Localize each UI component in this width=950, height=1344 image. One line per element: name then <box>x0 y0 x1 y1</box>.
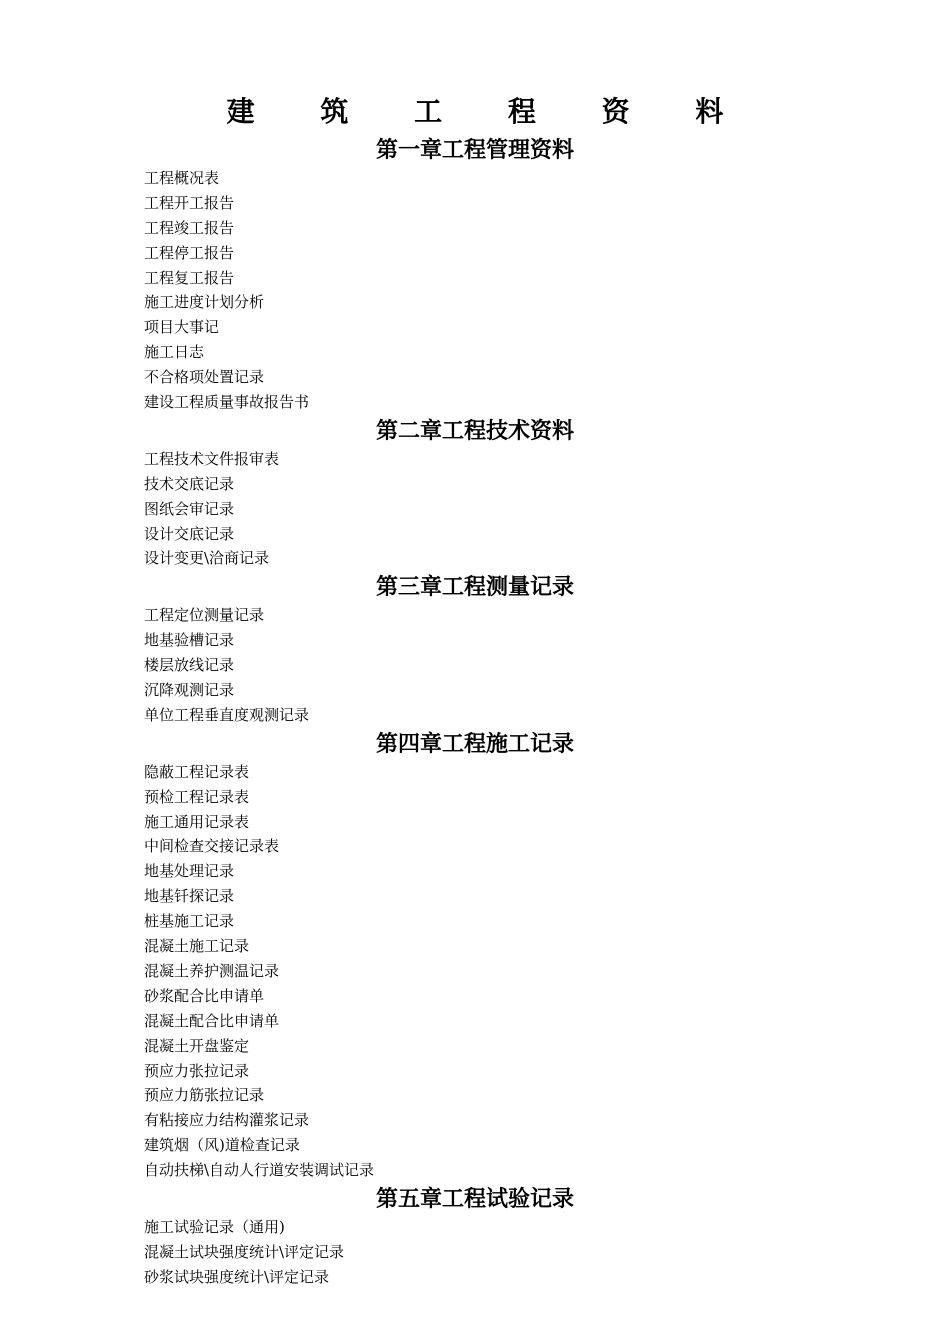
list-item: 混凝土试块强度统计\评定记录 <box>144 1242 345 1261</box>
list-item: 工程复工报告 <box>144 268 235 287</box>
list-item: 设计交底记录 <box>144 524 235 543</box>
list-item: 图纸会审记录 <box>144 499 235 518</box>
chapter-title: 第一章工程管理资料 <box>375 137 574 163</box>
list-item: 设计变更\洽商记录 <box>144 549 270 568</box>
chapter-5 <box>144 1183 806 1290</box>
chapter-3 <box>144 571 806 727</box>
document-title: 建 筑 工 程 资 料 <box>226 95 752 128</box>
chapter-title: 第五章工程试验记录 <box>375 1185 574 1212</box>
chapter-title: 第二章工程技术资料 <box>375 417 574 444</box>
list-item: 单位工程垂直度观测记录 <box>144 705 310 724</box>
list-item: 沉降观测记录 <box>144 681 235 700</box>
list-item: 混凝土施工记录 <box>144 937 250 956</box>
list-item: 地基钎探记录 <box>144 887 235 906</box>
document-content <box>144 134 806 1290</box>
list-item: 有粘接应力结构灌浆记录 <box>144 1111 310 1130</box>
chapter-1 <box>144 134 806 415</box>
list-item: 工程开工报告 <box>144 193 235 212</box>
chapter-title: 第三章工程测量记录 <box>375 574 574 601</box>
chapter-item-list <box>144 447 806 571</box>
list-item: 施工试验记录（通用) <box>144 1217 285 1236</box>
list-item: 施工日志 <box>144 343 205 362</box>
list-item: 工程概况表 <box>144 169 220 187</box>
chapter-4 <box>144 728 806 1183</box>
list-item: 砂浆试块强度统计\评定记录 <box>144 1267 330 1286</box>
list-item: 工程停工报告 <box>144 243 235 262</box>
list-item: 中间检查交接记录表 <box>144 837 280 856</box>
list-item: 建筑烟（风)道检查记录 <box>144 1136 300 1155</box>
list-item: 工程定位测量记录 <box>144 606 265 625</box>
list-item: 工程技术文件报审表 <box>144 449 280 468</box>
chapter-2 <box>144 415 806 571</box>
list-item: 地基处理记录 <box>144 862 235 881</box>
list-item: 施工通用记录表 <box>144 812 250 831</box>
chapter-title: 第四章工程施工记录 <box>375 730 574 757</box>
list-item: 自动扶梯\自动人行道安装调试记录 <box>144 1161 375 1180</box>
list-item: 技术交底记录 <box>144 474 235 493</box>
list-item: 隐蔽工程记录表 <box>144 762 250 781</box>
list-item: 工程竣工报告 <box>144 218 235 237</box>
list-item: 混凝土配合比申请单 <box>144 1011 280 1030</box>
list-item: 预检工程记录表 <box>144 787 250 806</box>
list-item: 预应力张拉记录 <box>144 1061 250 1080</box>
list-item: 楼层放线记录 <box>144 656 235 675</box>
chapter-item-list <box>144 166 806 415</box>
list-item: 地基验槽记录 <box>144 631 235 650</box>
list-item: 不合格项处置记录 <box>144 368 265 387</box>
chapter-item-list <box>144 760 806 1183</box>
list-item: 混凝土开盘鉴定 <box>144 1036 250 1055</box>
list-item: 桩基施工记录 <box>144 912 235 931</box>
chapter-item-list <box>144 1215 806 1290</box>
list-item: 混凝土养护测温记录 <box>144 961 280 980</box>
list-item: 施工进度计划分析 <box>144 293 265 312</box>
list-item: 砂浆配合比申请单 <box>144 986 265 1005</box>
chapter-item-list <box>144 603 806 727</box>
list-item: 项目大事记 <box>144 318 220 337</box>
list-item: 预应力筋张拉记录 <box>144 1086 265 1105</box>
list-item: 建设工程质量事故报告书 <box>144 393 310 412</box>
